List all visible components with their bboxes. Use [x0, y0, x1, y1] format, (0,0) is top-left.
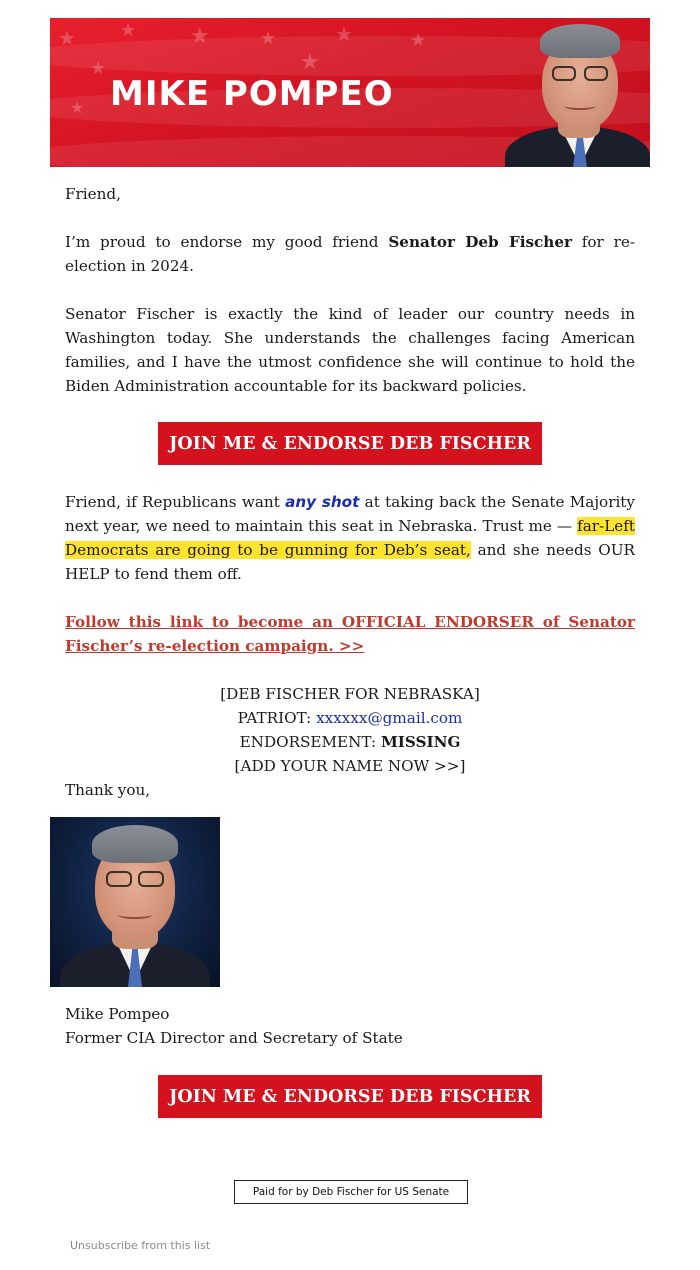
header-banner — [50, 18, 650, 167]
patriot-email[interactable]: xxxxxx@gmail.com — [316, 709, 463, 727]
star-icon: ★ — [260, 28, 277, 49]
star-icon: ★ — [190, 24, 210, 49]
official-endorser-link[interactable]: Follow this link to become an OFFICIAL ENDORSER of Senator Fischer’s re-election campaign. >> — [65, 613, 635, 655]
star-icon: ★ — [410, 30, 427, 51]
greeting-text: Friend, — [65, 185, 121, 203]
star-icon: ★ — [70, 98, 85, 117]
text-span: I’m proud to endorse my good friend — [65, 233, 389, 251]
endorsement-line — [50, 730, 650, 754]
signoff-thanks — [65, 778, 635, 802]
star-icon: ★ — [300, 50, 320, 75]
text-span: at taking back the Senate Majority next year, we need to maintain this seat in Nebraska. Trust me — — [65, 493, 635, 535]
signature-block — [65, 1002, 635, 1050]
highlighted-text: far-Left Democrats are going to be gunning for Deb’s seat, — [65, 517, 635, 559]
add-name-link[interactable]: [ADD YOUR NAME NOW >>] — [234, 757, 466, 775]
star-icon: ★ — [120, 20, 137, 41]
endorsement-status: MISSING — [380, 733, 461, 751]
paragraph-senate — [65, 490, 635, 586]
text-span: for re-election in 2024. — [65, 233, 635, 275]
paid-for-disclaimer: Paid for by Deb Fischer for US Senate — [234, 1180, 468, 1204]
senator-name: Senator Deb Fischer — [388, 233, 572, 251]
emphasis-text: any shot — [285, 493, 360, 511]
paragraph-leader-text: Senator Fischer is exactly the kind of leader our country needs in Washington today. She understands the challenges facing American families, and I have the utmost confidence she will continue to hold the Biden Administration accountable for its backward policies. — [65, 305, 635, 395]
star-icon: ★ — [335, 22, 353, 46]
text-span: and she needs OUR HELP to fend them off. — [65, 541, 635, 583]
paragraph-senate-text — [65, 490, 635, 586]
greeting — [65, 182, 635, 206]
endorse-header: [DEB FISCHER FOR NEBRASKA] — [220, 685, 480, 703]
signer-title: Former CIA Director and Secretary of State — [65, 1029, 403, 1047]
thanks-text: Thank you, — [65, 781, 151, 799]
text-span: Friend, if Republicans want — [65, 493, 286, 511]
unsubscribe-link[interactable]: Unsubscribe from this list — [70, 1239, 211, 1252]
pompeo-photo — [490, 18, 650, 167]
endorse-button-bottom[interactable]: JOIN ME & ENDORSE DEB FISCHER — [158, 1075, 542, 1118]
star-icon: ★ — [90, 58, 107, 79]
patriot-label: PATRIOT: — [237, 709, 317, 727]
patriot-line — [50, 706, 650, 730]
endorsement-label: ENDORSEMENT: — [239, 733, 381, 751]
paragraph-leader — [65, 302, 635, 398]
pompeo-headshot — [50, 817, 220, 987]
paragraph-endorse — [65, 230, 635, 278]
endorse-button-top[interactable]: JOIN ME & ENDORSE DEB FISCHER — [158, 422, 542, 465]
star-icon: ★ — [58, 26, 76, 50]
brand-title: MIKE POMPEO — [110, 74, 394, 114]
paragraph-endorse-text — [65, 230, 635, 278]
endorsement-box[interactable] — [50, 682, 650, 778]
signer-name: Mike Pompeo — [65, 1005, 170, 1023]
